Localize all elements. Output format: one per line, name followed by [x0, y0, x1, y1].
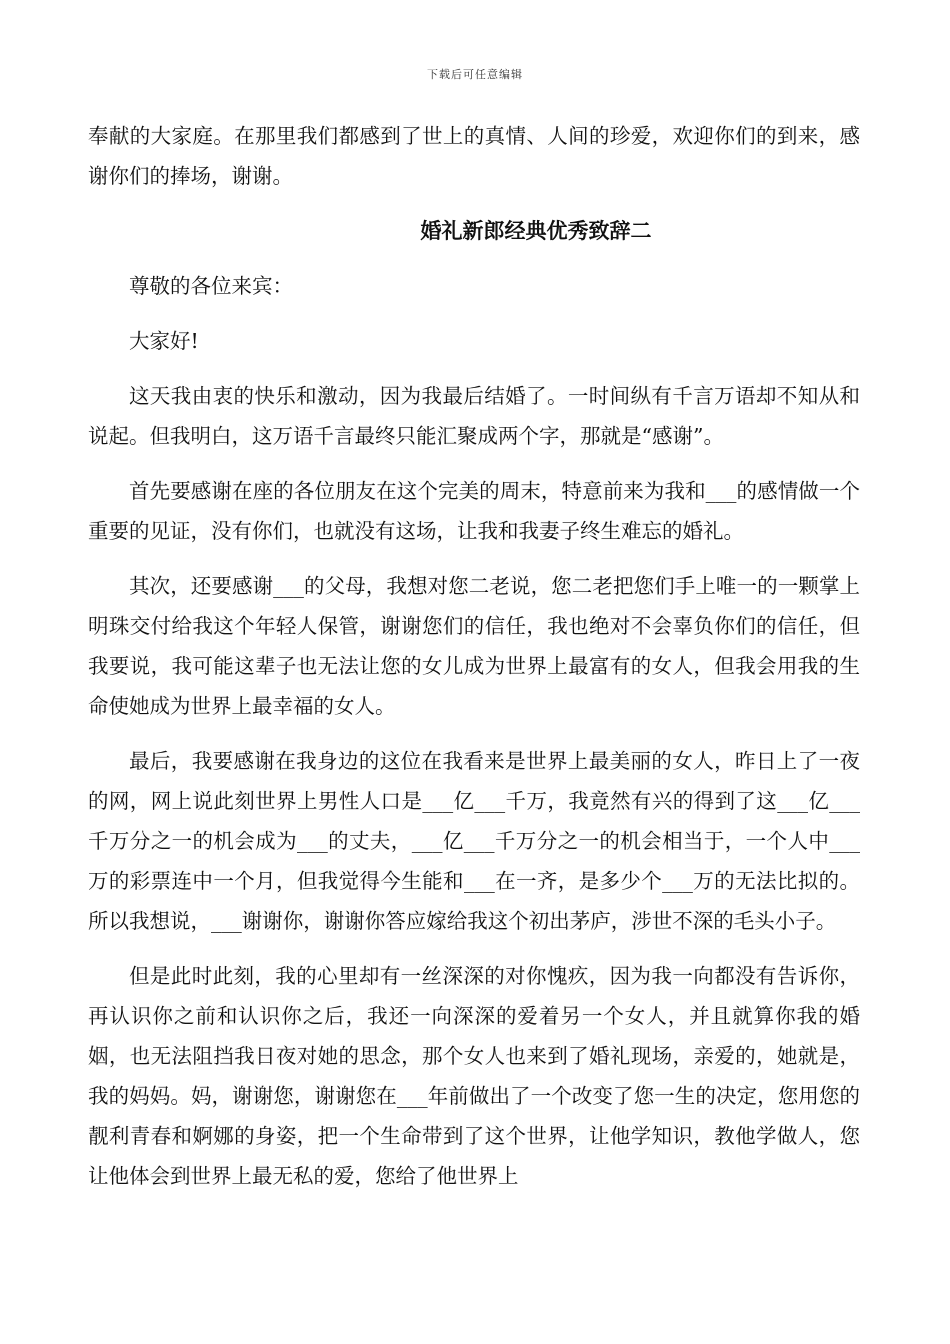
paragraph: 最后，我要感谢在我身边的这位在我看来是世界上最美丽的女人，昨日上了一夜的网，网上说此刻世界上男性人口是___亿___千万，我竟然有兴的得到了这___亿___千万分之一的机会成为___的丈夫，___亿___千万分之一的机会相当于，一个人中___万的彩票连中一个月，但我觉得今生能和___在一齐，是多少个___万的无法比拟的。所以我想说，___谢谢你，谢谢你答应嫁给我这个初出茅庐，涉世不深的毛头小子。 [88, 749, 860, 933]
salutation: 尊敬的各位来宾： [129, 274, 293, 298]
paragraph: 但是此时此刻，我的心里却有一丝深深的对你愧疚，因为我一向都没有告诉你，再认识你之前和认识你之后，我还一向深深的爱着另一个女人，并且就算你我的婚姻，也无法阻挡我日夜对她的思念，那个女人也来到了婚礼现场，亲爱的，她就是，我的妈妈。妈，谢谢您，谢谢您在___年前做出了一个改变了您一生的决定，您用您的靓利青春和婀娜的身姿，把一个生命带到了这个世界，让他学知识，教他学做人，您让他体会到世界上最无私的爱，您给了他世界上 [88, 964, 860, 1188]
intro-continuation: 奉献的大家庭。在那里我们都感到了世上的真情、人间的珍爱，欢迎你们的到来，感谢你们的捧场，谢谢。 [88, 124, 860, 188]
section-title: 婚礼新郎经典优秀致辞二 [420, 218, 652, 243]
document-body [88, 116, 860, 1211]
greeting: 大家好! [129, 329, 199, 353]
paragraph: 这天我由衷的快乐和激动，因为我最后结婚了。一时间纵有千言万语却不知从和说起。但我明白，这万语千言最终只能汇聚成两个字，那就是“感谢”。 [88, 384, 860, 448]
header-note: 下载后可任意编辑 [427, 68, 523, 81]
paragraph: 其次，还要感谢___的父母，我想对您二老说，您二老把您们手上唯一的一颗掌上明珠交付给我这个年轻人保管，谢谢您们的信任，我也绝对不会辜负你们的信任，但我要说，我可能这辈子也无法让您的女儿成为世界上最富有的女人，但我会用我的生命使她成为世界上最幸福的女人。 [88, 574, 860, 718]
paragraph: 首先要感谢在座的各位朋友在这个完美的周末，特意前来为我和___的感情做一个重要的见证，没有你们，也就没有这场，让我和我妻子终生难忘的婚礼。 [88, 479, 860, 543]
